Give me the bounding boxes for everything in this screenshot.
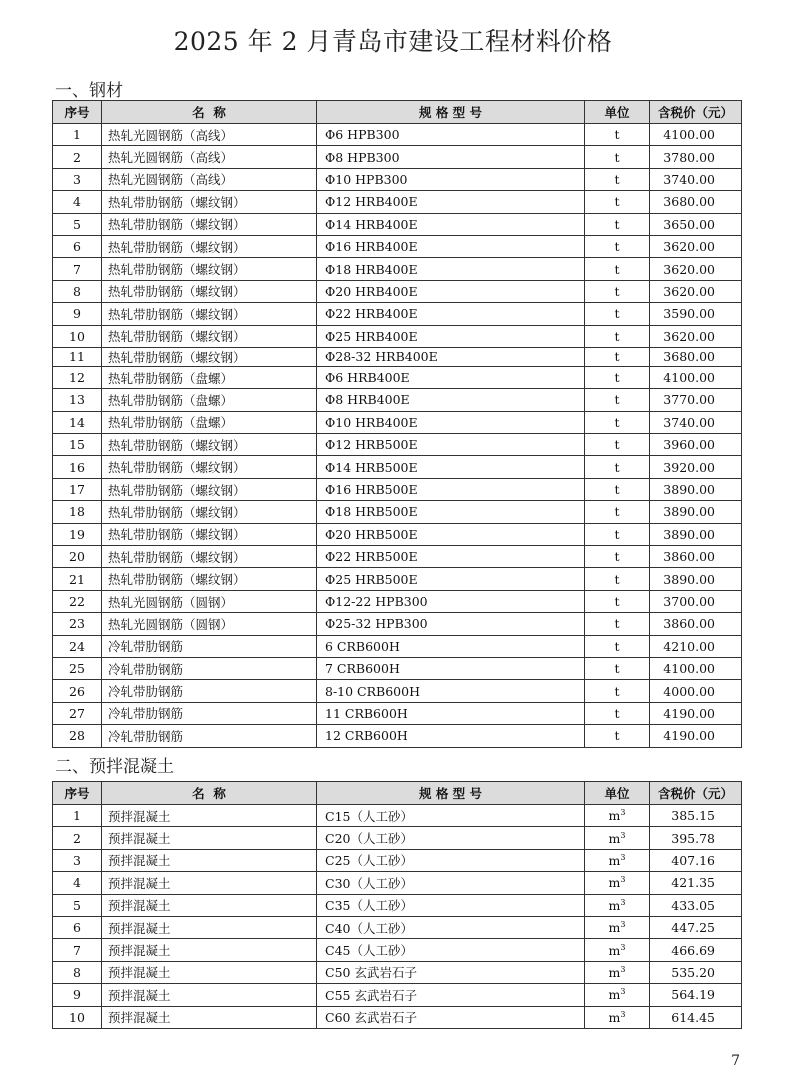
cell-name: 冷轧带肋钢筋 bbox=[102, 635, 317, 657]
cell-price: 466.69 bbox=[650, 939, 742, 961]
cell-name: 热轧带肋钢筋（螺纹钢） bbox=[102, 280, 317, 302]
cell-unit bbox=[585, 961, 650, 983]
cell-name: 冷轧带肋钢筋 bbox=[102, 680, 317, 702]
cell-unit bbox=[585, 805, 650, 827]
cell-price: 3890.00 bbox=[650, 568, 742, 590]
table-row bbox=[53, 303, 742, 325]
cell-spec: Φ14 HRB400E bbox=[317, 213, 585, 235]
table-row bbox=[53, 680, 742, 702]
cell-spec: Φ6 HPB300 bbox=[317, 124, 585, 146]
cell-name: 热轧光圆钢筋（高线） bbox=[102, 146, 317, 168]
cell-name: 热轧带肋钢筋（螺纹钢） bbox=[102, 325, 317, 347]
table-row bbox=[53, 235, 742, 257]
cell-no: 5 bbox=[53, 894, 102, 916]
cell-spec: Φ12 HRB500E bbox=[317, 434, 585, 456]
cell-price: 4190.00 bbox=[650, 702, 742, 724]
cell-name: 热轧带肋钢筋（螺纹钢） bbox=[102, 347, 317, 366]
table-row bbox=[53, 411, 742, 433]
unit-exponent: 3 bbox=[620, 875, 626, 885]
cell-price: 385.15 bbox=[650, 805, 742, 827]
cell-no: 13 bbox=[53, 389, 102, 411]
cell-name: 热轧带肋钢筋（螺纹钢） bbox=[102, 568, 317, 590]
cell-name: 热轧带肋钢筋（盘螺） bbox=[102, 389, 317, 411]
table-row bbox=[53, 258, 742, 280]
cell-name: 热轧带肋钢筋（螺纹钢） bbox=[102, 456, 317, 478]
cell-no: 5 bbox=[53, 213, 102, 235]
cell-name: 热轧光圆钢筋（高线） bbox=[102, 168, 317, 190]
cell-spec: Φ8 HPB300 bbox=[317, 146, 585, 168]
cell-unit: t bbox=[585, 680, 650, 702]
cell-no: 6 bbox=[53, 235, 102, 257]
cell-no: 15 bbox=[53, 434, 102, 456]
cell-price: 3780.00 bbox=[650, 146, 742, 168]
cell-price: 3620.00 bbox=[650, 325, 742, 347]
steel-price-table bbox=[52, 100, 742, 748]
cell-name: 热轧带肋钢筋（螺纹钢） bbox=[102, 546, 317, 568]
concrete-price-table bbox=[52, 781, 742, 1029]
cell-price: 4190.00 bbox=[650, 725, 742, 747]
cell-name: 热轧光圆钢筋（圆钢） bbox=[102, 613, 317, 635]
cell-spec: 7 CRB600H bbox=[317, 657, 585, 679]
table-row bbox=[53, 523, 742, 545]
cell-name: 预拌混凝土 bbox=[102, 894, 317, 916]
table-row bbox=[53, 805, 742, 827]
cell-spec: C30（人工砂） bbox=[317, 872, 585, 894]
cell-price: 3960.00 bbox=[650, 434, 742, 456]
cell-spec: C60 玄武岩石子 bbox=[317, 1006, 585, 1028]
cell-name: 预拌混凝土 bbox=[102, 872, 317, 894]
cell-price: 3860.00 bbox=[650, 613, 742, 635]
cell-unit: t bbox=[585, 434, 650, 456]
cell-no: 17 bbox=[53, 478, 102, 500]
cell-unit: t bbox=[585, 702, 650, 724]
cell-name: 热轧带肋钢筋（盘螺） bbox=[102, 366, 317, 388]
table-row bbox=[53, 635, 742, 657]
cell-name: 冷轧带肋钢筋 bbox=[102, 657, 317, 679]
cell-unit: t bbox=[585, 258, 650, 280]
table-row bbox=[53, 961, 742, 983]
cell-name: 冷轧带肋钢筋 bbox=[102, 725, 317, 747]
cell-spec: Φ20 HRB500E bbox=[317, 523, 585, 545]
cell-name: 冷轧带肋钢筋 bbox=[102, 702, 317, 724]
unit-base: m bbox=[608, 987, 621, 1003]
header-unit: 单位 bbox=[585, 782, 650, 805]
cell-name: 热轧光圆钢筋（高线） bbox=[102, 124, 317, 146]
cell-name: 热轧带肋钢筋（螺纹钢） bbox=[102, 258, 317, 280]
cell-spec: Φ8 HRB400E bbox=[317, 389, 585, 411]
table-row bbox=[53, 872, 742, 894]
cell-unit: t bbox=[585, 456, 650, 478]
cell-unit: t bbox=[585, 347, 650, 366]
unit-base: m bbox=[608, 964, 621, 980]
cell-no: 12 bbox=[53, 366, 102, 388]
cell-no: 6 bbox=[53, 916, 102, 938]
cell-price: 3590.00 bbox=[650, 303, 742, 325]
cell-unit: t bbox=[585, 124, 650, 146]
cell-spec: C35（人工砂） bbox=[317, 894, 585, 916]
table-header-row bbox=[53, 101, 742, 124]
cell-unit: t bbox=[585, 725, 650, 747]
table-row bbox=[53, 590, 742, 612]
cell-spec: Φ18 HRB500E bbox=[317, 501, 585, 523]
cell-price: 395.78 bbox=[650, 827, 742, 849]
cell-name: 热轧光圆钢筋（圆钢） bbox=[102, 590, 317, 612]
cell-spec: Φ10 HRB400E bbox=[317, 411, 585, 433]
header-name: 名 称 bbox=[102, 782, 317, 805]
cell-name: 热轧带肋钢筋（螺纹钢） bbox=[102, 191, 317, 213]
table-row bbox=[53, 168, 742, 190]
cell-price: 407.16 bbox=[650, 849, 742, 871]
unit-exponent: 3 bbox=[620, 808, 626, 818]
cell-spec: C20（人工砂） bbox=[317, 827, 585, 849]
table-row bbox=[53, 434, 742, 456]
cell-name: 热轧带肋钢筋（螺纹钢） bbox=[102, 434, 317, 456]
table-row bbox=[53, 325, 742, 347]
cell-unit: t bbox=[585, 546, 650, 568]
cell-spec: Φ25 HRB400E bbox=[317, 325, 585, 347]
cell-no: 19 bbox=[53, 523, 102, 545]
cell-price: 4100.00 bbox=[650, 657, 742, 679]
table-row bbox=[53, 347, 742, 366]
cell-no: 25 bbox=[53, 657, 102, 679]
unit-base: m bbox=[608, 920, 621, 936]
section-heading-concrete: 二、预拌混凝土 bbox=[55, 757, 174, 777]
table-row bbox=[53, 546, 742, 568]
cell-no: 16 bbox=[53, 456, 102, 478]
unit-base: m bbox=[608, 942, 621, 958]
cell-price: 535.20 bbox=[650, 961, 742, 983]
header-no: 序号 bbox=[53, 101, 102, 124]
cell-no: 21 bbox=[53, 568, 102, 590]
header-spec: 规 格 型 号 bbox=[317, 782, 585, 805]
cell-name: 热轧带肋钢筋（螺纹钢） bbox=[102, 303, 317, 325]
unit-exponent: 3 bbox=[620, 942, 626, 952]
cell-no: 22 bbox=[53, 590, 102, 612]
table-row bbox=[53, 124, 742, 146]
cell-unit: t bbox=[585, 657, 650, 679]
cell-unit: t bbox=[585, 568, 650, 590]
cell-unit bbox=[585, 827, 650, 849]
cell-unit: t bbox=[585, 411, 650, 433]
cell-spec: 8-10 CRB600H bbox=[317, 680, 585, 702]
table-row bbox=[53, 613, 742, 635]
cell-price: 3620.00 bbox=[650, 235, 742, 257]
cell-price: 3890.00 bbox=[650, 523, 742, 545]
unit-exponent: 3 bbox=[620, 1009, 626, 1019]
header-price: 含税价（元） bbox=[650, 101, 742, 124]
header-no: 序号 bbox=[53, 782, 102, 805]
cell-spec: Φ25 HRB500E bbox=[317, 568, 585, 590]
cell-unit: t bbox=[585, 590, 650, 612]
cell-no: 1 bbox=[53, 805, 102, 827]
table-row bbox=[53, 280, 742, 302]
cell-no: 18 bbox=[53, 501, 102, 523]
table-row bbox=[53, 389, 742, 411]
table-row bbox=[53, 702, 742, 724]
cell-price: 3740.00 bbox=[650, 411, 742, 433]
cell-spec: Φ18 HRB400E bbox=[317, 258, 585, 280]
header-unit: 单位 bbox=[585, 101, 650, 124]
cell-price: 447.25 bbox=[650, 916, 742, 938]
cell-spec: Φ20 HRB400E bbox=[317, 280, 585, 302]
table-row bbox=[53, 894, 742, 916]
unit-exponent: 3 bbox=[620, 920, 626, 930]
cell-spec: 12 CRB600H bbox=[317, 725, 585, 747]
cell-no: 10 bbox=[53, 1006, 102, 1028]
unit-base: m bbox=[608, 875, 621, 891]
table-header-row bbox=[53, 782, 742, 805]
cell-no: 3 bbox=[53, 168, 102, 190]
cell-unit: t bbox=[585, 389, 650, 411]
table-row bbox=[53, 568, 742, 590]
cell-unit: t bbox=[585, 501, 650, 523]
cell-unit bbox=[585, 939, 650, 961]
cell-name: 热轧带肋钢筋（螺纹钢） bbox=[102, 213, 317, 235]
cell-price: 3770.00 bbox=[650, 389, 742, 411]
cell-name: 热轧带肋钢筋（螺纹钢） bbox=[102, 523, 317, 545]
cell-name: 热轧带肋钢筋（盘螺） bbox=[102, 411, 317, 433]
cell-no: 7 bbox=[53, 939, 102, 961]
cell-price: 3860.00 bbox=[650, 546, 742, 568]
cell-price: 3700.00 bbox=[650, 590, 742, 612]
cell-spec: Φ12-22 HPB300 bbox=[317, 590, 585, 612]
cell-price: 564.19 bbox=[650, 984, 742, 1006]
cell-no: 2 bbox=[53, 146, 102, 168]
cell-spec: Φ10 HPB300 bbox=[317, 168, 585, 190]
cell-spec: C15（人工砂） bbox=[317, 805, 585, 827]
cell-name: 预拌混凝土 bbox=[102, 827, 317, 849]
cell-unit: t bbox=[585, 325, 650, 347]
cell-no: 2 bbox=[53, 827, 102, 849]
unit-exponent: 3 bbox=[620, 964, 626, 974]
cell-name: 热轧带肋钢筋（螺纹钢） bbox=[102, 235, 317, 257]
table-row bbox=[53, 657, 742, 679]
cell-name: 预拌混凝土 bbox=[102, 849, 317, 871]
table-row bbox=[53, 827, 742, 849]
unit-base: m bbox=[608, 852, 621, 868]
cell-no: 27 bbox=[53, 702, 102, 724]
cell-spec: Φ16 HRB500E bbox=[317, 478, 585, 500]
cell-no: 4 bbox=[53, 872, 102, 894]
cell-unit bbox=[585, 872, 650, 894]
cell-unit: t bbox=[585, 146, 650, 168]
table-row bbox=[53, 501, 742, 523]
cell-price: 3920.00 bbox=[650, 456, 742, 478]
cell-unit bbox=[585, 849, 650, 871]
cell-no: 11 bbox=[53, 347, 102, 366]
table-row bbox=[53, 849, 742, 871]
cell-price: 4100.00 bbox=[650, 366, 742, 388]
cell-no: 26 bbox=[53, 680, 102, 702]
unit-base: m bbox=[608, 808, 621, 824]
table-row bbox=[53, 725, 742, 747]
cell-price: 3680.00 bbox=[650, 347, 742, 366]
cell-spec: 6 CRB600H bbox=[317, 635, 585, 657]
unit-exponent: 3 bbox=[620, 852, 626, 862]
cell-spec: Φ22 HRB500E bbox=[317, 546, 585, 568]
table-row bbox=[53, 478, 742, 500]
cell-spec: 11 CRB600H bbox=[317, 702, 585, 724]
cell-name: 预拌混凝土 bbox=[102, 916, 317, 938]
header-name: 名 称 bbox=[102, 101, 317, 124]
cell-no: 24 bbox=[53, 635, 102, 657]
unit-base: m bbox=[608, 830, 621, 846]
cell-spec: Φ28-32 HRB400E bbox=[317, 347, 585, 366]
cell-spec: Φ16 HRB400E bbox=[317, 235, 585, 257]
cell-price: 433.05 bbox=[650, 894, 742, 916]
cell-unit: t bbox=[585, 478, 650, 500]
cell-name: 预拌混凝土 bbox=[102, 961, 317, 983]
section-heading-steel: 一、钢材 bbox=[55, 81, 123, 101]
cell-name: 预拌混凝土 bbox=[102, 939, 317, 961]
unit-base: m bbox=[608, 1009, 621, 1025]
cell-spec: Φ12 HRB400E bbox=[317, 191, 585, 213]
table-row bbox=[53, 213, 742, 235]
unit-exponent: 3 bbox=[620, 987, 626, 997]
cell-no: 9 bbox=[53, 984, 102, 1006]
cell-unit bbox=[585, 916, 650, 938]
cell-unit: t bbox=[585, 191, 650, 213]
cell-no: 14 bbox=[53, 411, 102, 433]
cell-name: 预拌混凝土 bbox=[102, 1006, 317, 1028]
table-row bbox=[53, 456, 742, 478]
cell-spec: C25（人工砂） bbox=[317, 849, 585, 871]
unit-base: m bbox=[608, 897, 621, 913]
cell-price: 3620.00 bbox=[650, 258, 742, 280]
cell-unit: t bbox=[585, 613, 650, 635]
cell-unit: t bbox=[585, 213, 650, 235]
cell-no: 23 bbox=[53, 613, 102, 635]
table-row bbox=[53, 984, 742, 1006]
cell-price: 3890.00 bbox=[650, 501, 742, 523]
cell-unit bbox=[585, 984, 650, 1006]
cell-spec: Φ14 HRB500E bbox=[317, 456, 585, 478]
page-number: 7 bbox=[731, 1053, 740, 1069]
cell-no: 20 bbox=[53, 546, 102, 568]
cell-price: 421.35 bbox=[650, 872, 742, 894]
cell-spec: C55 玄武岩石子 bbox=[317, 984, 585, 1006]
cell-price: 3680.00 bbox=[650, 191, 742, 213]
cell-no: 4 bbox=[53, 191, 102, 213]
cell-price: 4210.00 bbox=[650, 635, 742, 657]
cell-unit: t bbox=[585, 168, 650, 190]
cell-no: 3 bbox=[53, 849, 102, 871]
table-row bbox=[53, 939, 742, 961]
table-row bbox=[53, 191, 742, 213]
cell-unit: t bbox=[585, 635, 650, 657]
cell-spec: C40（人工砂） bbox=[317, 916, 585, 938]
cell-spec: Φ6 HRB400E bbox=[317, 366, 585, 388]
cell-unit bbox=[585, 1006, 650, 1028]
cell-no: 8 bbox=[53, 280, 102, 302]
cell-name: 预拌混凝土 bbox=[102, 805, 317, 827]
cell-no: 28 bbox=[53, 725, 102, 747]
cell-name: 热轧带肋钢筋（螺纹钢） bbox=[102, 501, 317, 523]
cell-unit bbox=[585, 894, 650, 916]
cell-price: 3740.00 bbox=[650, 168, 742, 190]
unit-exponent: 3 bbox=[620, 830, 626, 840]
table-row bbox=[53, 916, 742, 938]
unit-exponent: 3 bbox=[620, 897, 626, 907]
cell-spec: C45（人工砂） bbox=[317, 939, 585, 961]
cell-name: 预拌混凝土 bbox=[102, 984, 317, 1006]
cell-unit: t bbox=[585, 303, 650, 325]
cell-no: 9 bbox=[53, 303, 102, 325]
cell-unit: t bbox=[585, 523, 650, 545]
page-title: 2025 年 2 月青岛市建设工程材料价格 bbox=[173, 27, 613, 56]
cell-spec: Φ25-32 HPB300 bbox=[317, 613, 585, 635]
table-row bbox=[53, 366, 742, 388]
header-price: 含税价（元） bbox=[650, 782, 742, 805]
cell-spec: C50 玄武岩石子 bbox=[317, 961, 585, 983]
cell-no: 1 bbox=[53, 124, 102, 146]
cell-name: 热轧带肋钢筋（螺纹钢） bbox=[102, 478, 317, 500]
cell-unit: t bbox=[585, 280, 650, 302]
cell-no: 8 bbox=[53, 961, 102, 983]
cell-spec: Φ22 HRB400E bbox=[317, 303, 585, 325]
cell-no: 10 bbox=[53, 325, 102, 347]
cell-price: 4100.00 bbox=[650, 124, 742, 146]
header-spec: 规 格 型 号 bbox=[317, 101, 585, 124]
table-row bbox=[53, 1006, 742, 1028]
cell-unit: t bbox=[585, 366, 650, 388]
cell-no: 7 bbox=[53, 258, 102, 280]
cell-price: 614.45 bbox=[650, 1006, 742, 1028]
cell-price: 3890.00 bbox=[650, 478, 742, 500]
cell-price: 3620.00 bbox=[650, 280, 742, 302]
table-row bbox=[53, 146, 742, 168]
cell-price: 3650.00 bbox=[650, 213, 742, 235]
cell-unit: t bbox=[585, 235, 650, 257]
cell-price: 4000.00 bbox=[650, 680, 742, 702]
